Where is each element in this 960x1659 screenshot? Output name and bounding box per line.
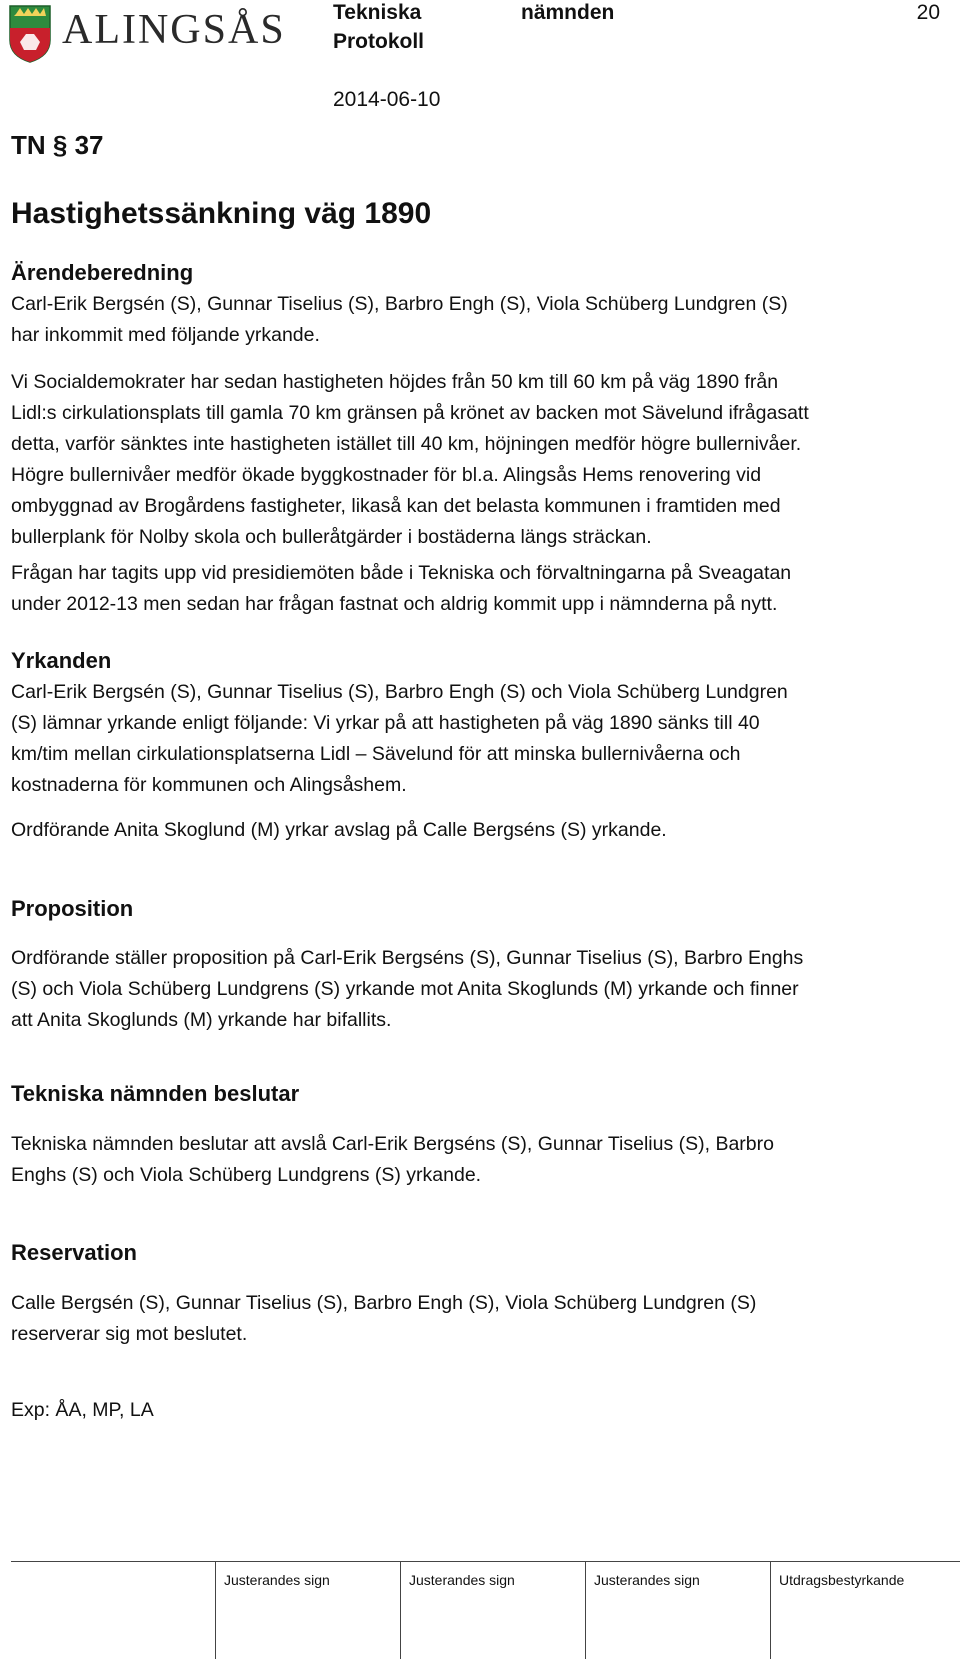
signature-cell-1 [215,1561,400,1659]
history-text [11,558,951,620]
text-line: ombyggnad av Brogårdens fastigheter, likaså kan det belasta kommunen i framtiden med [11,495,781,517]
page-header [0,0,960,110]
coat-of-arms-icon [8,4,52,64]
yrkanden-text [11,677,951,801]
proposition-text [11,943,951,1036]
text-line: (S) lämnar yrkande enligt följande: Vi yrkar på att hastigheten på väg 1890 sänks till 40 [11,712,760,734]
text-line: reserverar sig mot beslutet. [11,1323,248,1345]
document-type: Protokoll [333,30,425,53]
section-heading-arendeberedning: Ärendeberedning [11,260,194,285]
signature-label: Justerandes sign [594,1572,700,1588]
logo-wordmark: ALINGSÅS [62,7,286,53]
text-line: Tekniska nämnden beslutar att avslå Carl-Erik Bergséns (S), Gunnar Tiselius (S), Barbro [11,1133,774,1155]
alingsas-logo [8,4,298,68]
text-line: Högre bullernivåer medför ökade byggkostnader för bl.a. Alingsås Hems renovering vid [11,464,762,486]
text-line: (S) och Viola Schüberg Lundgrens (S) yrkande mot Anita Skoglunds (M) yrkande och finner [11,978,799,1000]
section-heading-beslut: Tekniska nämnden beslutar [11,1081,300,1106]
department-name-part2: nämnden [521,1,615,24]
section-heading-yrkanden: Yrkanden [11,648,112,673]
text-line: detta, varför sänktes inte hastigheten istället till 40 km, höjningen medför högre bullernivåer. [11,433,802,455]
text-line: kostnaderna för kommunen och Alingsåshem. [11,774,407,796]
text-line: Frågan har tagits upp vid presidiemöten både i Tekniska och förvaltningarna på Sveagatan [11,562,792,584]
text-line: Carl-Erik Bergsén (S), Gunnar Tiselius (S), Barbro Engh (S), Viola Schüberg Lundgren (S) [11,293,788,315]
signature-label: Justerandes sign [409,1572,515,1588]
page-title: Hastighetssänkning väg 1890 [11,197,432,230]
meeting-date: 2014-06-10 [333,88,441,111]
signature-cell-2 [400,1561,585,1659]
distribution-list: Exp: ÅA, MP, LA [11,1399,154,1421]
arendeberedning-text [11,289,951,351]
text-line: har inkommit med följande yrkande. [11,324,320,346]
text-line: Carl-Erik Bergsén (S), Gunnar Tiselius (S), Barbro Engh (S) och Viola Schüberg Lundgren [11,681,788,703]
chair-motion-text: Ordförande Anita Skoglund (M) yrkar avslag på Calle Bergséns (S) yrkande. [11,819,667,841]
signature-label: Justerandes sign [224,1572,330,1588]
section-heading-reservation: Reservation [11,1240,137,1265]
page-number: 20 [916,1,940,24]
text-line: att Anita Skoglunds (M) yrkande har bifallits. [11,1009,392,1031]
paragraph-reference: TN § 37 [11,130,104,160]
department-name-part1: Tekniska [333,1,422,24]
text-line: Lidl:s cirkulationsplats till gamla 70 km gränsen på krönet av backen mot Sävelund ifrågasatt [11,402,809,424]
extract-certification-cell [770,1561,960,1659]
signature-cell-3 [585,1561,770,1659]
text-line: bullerplank för Nolby skola och bulleråtgärder i bostäderna längs sträckan. [11,526,652,548]
text-line: Enghs (S) och Viola Schüberg Lundgrens (S) yrkande. [11,1164,482,1186]
section-heading-proposition: Proposition [11,896,134,921]
text-line: Ordförande ställer proposition på Carl-Erik Bergséns (S), Gunnar Tiselius (S), Barbro Enghs [11,947,804,969]
text-line: Vi Socialdemokrater har sedan hastigheten höjdes från 50 km till 60 km på väg 1890 från [11,371,779,393]
text-line: km/tim mellan cirkulationsplatserna Lidl – Sävelund för att minska bullernivåerna och [11,743,741,765]
motivation-text [11,367,951,553]
text-line: Calle Bergsén (S), Gunnar Tiselius (S), Barbro Engh (S), Viola Schüberg Lundgren (S) [11,1292,757,1314]
text-line: under 2012-13 men sedan har frågan fastnat och aldrig kommit upp i nämnderna på nytt. [11,593,778,615]
certification-label: Utdragsbestyrkande [779,1572,905,1588]
beslut-text [11,1129,951,1191]
reservation-text [11,1288,951,1350]
